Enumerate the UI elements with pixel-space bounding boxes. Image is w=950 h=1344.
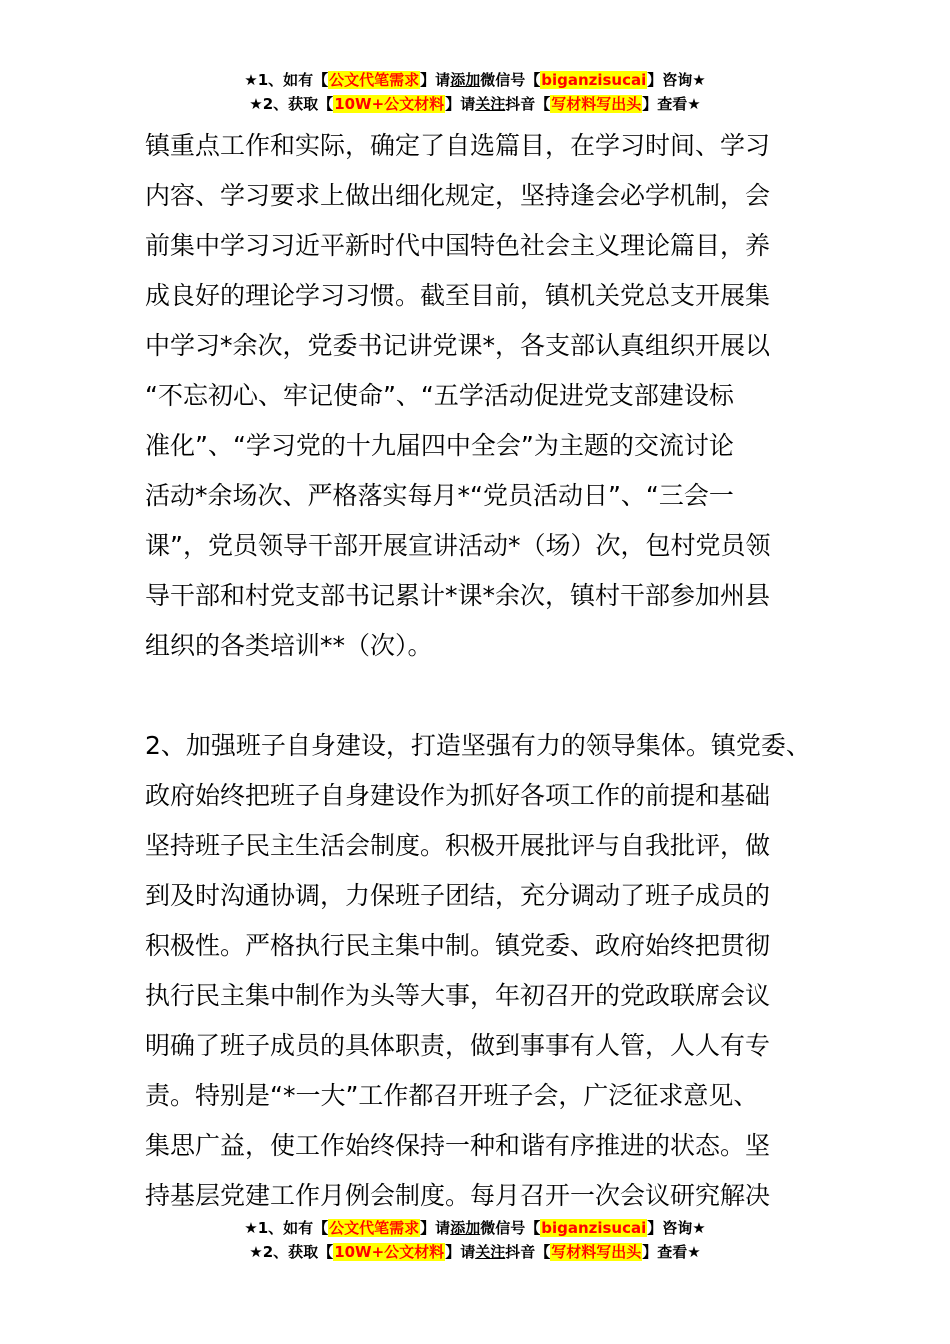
banner-highlight: 10W+公文材料: [334, 95, 445, 113]
text-line: 坚持班子民主生活会制度。积极开展批评与自我批评，做: [145, 831, 771, 860]
banner-text: 】查看★: [642, 95, 701, 113]
banner-line-2: [0, 1240, 950, 1264]
banner-text: 】咨询★: [647, 71, 706, 89]
banner-highlight: 公文代笔需求: [329, 71, 420, 89]
banner-text: ★1、如有【: [244, 1219, 329, 1237]
text-line: 镇重点工作和实际，确定了自选篇目，在学习时间、学习: [145, 131, 771, 160]
paragraph-2: [145, 721, 815, 1221]
banner-text: 】查看★: [642, 1243, 701, 1261]
banner-text: 】咨询★: [647, 1219, 706, 1237]
banner-douyin-id: 写材料写出头: [551, 95, 642, 113]
paragraph-1: [145, 121, 815, 671]
text-line: 积极性。严格执行民主集中制。镇党委、政府始终把贯彻: [145, 931, 771, 960]
document-body: [145, 121, 815, 1221]
banner-line-1: [0, 68, 950, 92]
text-line: 内容、学习要求上做出细化规定，坚持逢会必学机制，会: [145, 181, 771, 210]
text-line: 到及时沟通协调，力保班子团结，充分调动了班子成员的: [145, 881, 771, 910]
text-line: 课”，党员领导干部开展宣讲活动*（场）次，包村党员领: [145, 531, 771, 560]
banner-underlined: 添加: [450, 1219, 481, 1237]
banner-text: ★2、获取【: [249, 95, 334, 113]
paragraph-gap: [145, 671, 815, 721]
text-line: 集思广益，使工作始终保持一种和谐有序推进的状态。坚: [145, 1131, 771, 1160]
text-line: 持基层党建工作月例会制度。每月召开一次会议研究解决: [145, 1181, 771, 1210]
text-line: 准化”、“学习党的十九届四中全会”为主题的交流讨论: [145, 431, 734, 460]
banner-text: 抖音【: [505, 95, 551, 113]
banner-douyin-id: 写材料写出头: [551, 1243, 642, 1261]
text-line: 责。特别是“*一大”工作都召开班子会，广泛征求意见、: [145, 1081, 759, 1110]
text-line: 前集中学习习近平新时代中国特色社会主义理论篇目，养: [145, 231, 771, 260]
banner-text: 】请: [445, 95, 476, 113]
banner-text: 】请: [420, 1219, 451, 1237]
text-line: 导干部和村党支部书记累计*课*余次，镇村干部参加州县: [145, 581, 771, 610]
banner-wechat-id: biganzisucai: [541, 1219, 647, 1237]
banner-text: ★1、如有【: [244, 71, 329, 89]
banner-text: ★2、获取【: [249, 1243, 334, 1261]
footer-banner: [0, 1216, 950, 1264]
banner-text: 】请: [445, 1243, 476, 1261]
banner-text: 微信号【: [480, 1219, 541, 1237]
banner-underlined: 关注: [475, 1243, 506, 1261]
banner-underlined: 关注: [475, 95, 506, 113]
text-line: 组织的各类培训**（次）。: [145, 631, 433, 660]
text-line: “不忘初心、牢记使命”、“五学活动促进党支部建设标: [145, 381, 734, 410]
text-line: 活动*余场次、严格落实每月*“党员活动日”、“三会一: [145, 481, 734, 510]
banner-line-1: [0, 1216, 950, 1240]
text-line: 成良好的理论学习习惯。截至目前，镇机关党总支开展集: [145, 281, 771, 310]
banner-text: 】请: [420, 71, 451, 89]
banner-highlight: 公文代笔需求: [329, 1219, 420, 1237]
text-line: 执行民主集中制作为头等大事，年初召开的党政联席会议: [145, 981, 771, 1010]
banner-wechat-id: biganzisucai: [541, 71, 647, 89]
text-line: 明确了班子成员的具体职责，做到事事有人管，人人有专: [145, 1031, 771, 1060]
banner-underlined: 添加: [450, 71, 481, 89]
header-banner: [0, 68, 950, 116]
banner-text: 微信号【: [480, 71, 541, 89]
banner-highlight: 10W+公文材料: [334, 1243, 445, 1261]
banner-text: 抖音【: [505, 1243, 551, 1261]
text-line: 2、加强班子自身建设，打造坚强有力的领导集体。镇党委、: [145, 731, 811, 760]
banner-line-2: [0, 92, 950, 116]
text-line: 中学习*余次，党委书记讲党课*，各支部认真组织开展以: [145, 331, 771, 360]
text-line: 政府始终把班子自身建设作为抓好各项工作的前提和基础: [145, 781, 771, 810]
